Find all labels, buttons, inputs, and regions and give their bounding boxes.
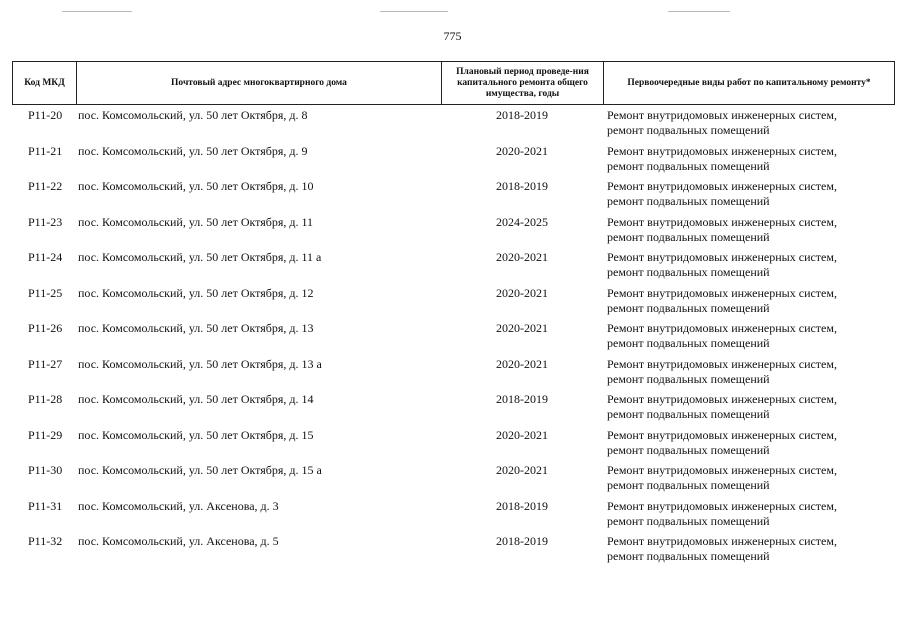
- table-row: [12, 428, 895, 462]
- header-address: Почтовый адрес многоквартирного дома: [77, 62, 442, 104]
- repair-schedule-table: [12, 61, 895, 563]
- row-address: пос. Комсомольский, ул. 50 лет Октября, д. 10: [78, 179, 314, 193]
- row-code: Р11-24: [28, 250, 63, 264]
- table-row: [12, 321, 895, 355]
- row-period: 2020-2021: [496, 463, 548, 477]
- row-code: Р11-22: [28, 179, 63, 193]
- row-works-line: Ремонт внутридомовых инженерных систем,: [607, 179, 837, 193]
- row-works: [607, 179, 895, 209]
- row-works: [607, 428, 895, 458]
- row-code: Р11-30: [28, 463, 63, 477]
- row-works-line: ремонт подвальных помещений: [607, 407, 770, 421]
- row-code: Р11-28: [28, 392, 63, 406]
- row-works-line: Ремонт внутридомовых инженерных систем,: [607, 250, 837, 264]
- row-works-line: ремонт подвальных помещений: [607, 478, 770, 492]
- row-period: 2018-2019: [496, 108, 548, 122]
- table-row: [12, 179, 895, 213]
- row-works-line: Ремонт внутридомовых инженерных систем,: [607, 143, 837, 158]
- row-works-line: Ремонт внутридомовых инженерных систем,: [607, 463, 837, 477]
- row-works-line: Ремонт внутридомовых инженерных систем,: [607, 214, 837, 229]
- row-works-line: ремонт подвальных помещений: [607, 265, 770, 279]
- header-period: Плановый период проведе-ния капитального ремонта общего имущества, годы: [442, 62, 604, 104]
- row-period: 2020-2021: [496, 285, 548, 300]
- row-works: [607, 534, 895, 564]
- row-period: 2018-2019: [496, 392, 548, 406]
- row-works-line: ремонт подвальных помещений: [607, 549, 770, 563]
- row-period: 2018-2019: [496, 179, 548, 193]
- row-works: [607, 357, 895, 387]
- row-address: пос. Комсомольский, ул. 50 лет Октября, д. 13 а: [78, 356, 322, 371]
- row-works-line: Ремонт внутридомовых инженерных систем,: [607, 427, 837, 442]
- row-works-line: ремонт подвальных помещений: [607, 513, 770, 528]
- row-period: 2020-2021: [496, 321, 548, 335]
- table-row: [12, 534, 895, 568]
- row-address: пос. Комсомольский, ул. 50 лет Октября, д. 13: [78, 321, 314, 335]
- row-works-line: ремонт подвальных помещений: [607, 300, 770, 315]
- header-works: Первоочередные виды работ по капитальному ремонту*: [627, 77, 871, 88]
- row-works: [607, 392, 895, 422]
- row-code: Р11-32: [28, 534, 63, 548]
- row-works: [607, 286, 895, 316]
- row-address: пос. Комсомольский, ул. 50 лет Октября, д. 8: [78, 108, 308, 122]
- row-works-line: Ремонт внутридомовых инженерных систем,: [607, 392, 837, 406]
- table-row: [12, 392, 895, 426]
- row-code: Р11-23: [28, 214, 63, 229]
- table-row: [12, 499, 895, 533]
- table-header: [12, 61, 895, 105]
- table-row: [12, 463, 895, 497]
- row-address: пос. Комсомольский, ул. Аксенова, д. 3: [78, 498, 279, 513]
- row-works-line: ремонт подвальных помещений: [607, 194, 770, 208]
- row-address: пос. Комсомольский, ул. 50 лет Октября, д. 9: [78, 143, 308, 158]
- scan-artifact-left: [62, 11, 132, 12]
- row-period: 2018-2019: [496, 498, 548, 513]
- row-address: пос. Комсомольский, ул. Аксенова, д. 5: [78, 534, 279, 548]
- row-code: Р11-21: [28, 143, 63, 158]
- table-row: [12, 144, 895, 178]
- row-works-line: ремонт подвальных помещений: [607, 158, 770, 173]
- table-row: [12, 250, 895, 284]
- row-works-line: Ремонт внутридомовых инженерных систем,: [607, 498, 837, 513]
- row-code: Р11-27: [28, 356, 63, 371]
- row-works-line: ремонт подвальных помещений: [607, 371, 770, 386]
- page-number: 775: [443, 29, 462, 43]
- row-code: Р11-26: [28, 321, 63, 335]
- row-address: пос. Комсомольский, ул. 50 лет Октября, д. 12: [78, 285, 314, 300]
- row-period: 2018-2019: [496, 534, 548, 548]
- table-row: [12, 108, 895, 142]
- row-code: Р11-31: [28, 498, 63, 513]
- row-address: пос. Комсомольский, ул. 50 лет Октября, д. 15 а: [78, 463, 322, 477]
- row-address: пос. Комсомольский, ул. 50 лет Октября, д. 11: [78, 214, 314, 229]
- row-works-line: ремонт подвальных помещений: [607, 336, 770, 350]
- row-works-line: Ремонт внутридомовых инженерных систем,: [607, 356, 837, 371]
- row-address: пос. Комсомольский, ул. 50 лет Октября, д. 14: [78, 392, 314, 406]
- row-works: [607, 463, 895, 493]
- row-works-line: ремонт подвальных помещений: [607, 229, 770, 244]
- header-code: Код МКД: [13, 62, 77, 104]
- row-works-line: Ремонт внутридомовых инженерных систем,: [607, 321, 837, 335]
- table-row: [12, 286, 895, 320]
- row-code: Р11-25: [28, 285, 63, 300]
- row-works: [607, 215, 895, 245]
- row-address: пос. Комсомольский, ул. 50 лет Октября, д. 11 а: [78, 250, 322, 264]
- row-code: Р11-29: [28, 427, 63, 442]
- scan-artifact-right: [668, 11, 730, 12]
- row-period: 2020-2021: [496, 250, 548, 264]
- table-row: [12, 357, 895, 391]
- row-works: [607, 108, 895, 138]
- scan-artifact-center: [380, 11, 448, 12]
- row-works: [607, 250, 895, 280]
- row-period: 2020-2021: [496, 143, 548, 158]
- row-period: 2024-2025: [496, 214, 548, 229]
- row-works-line: ремонт подвальных помещений: [607, 123, 770, 137]
- row-period: 2020-2021: [496, 356, 548, 371]
- row-works-line: Ремонт внутридомовых инженерных систем,: [607, 534, 837, 548]
- row-works-line: Ремонт внутридомовых инженерных систем,: [607, 108, 837, 122]
- row-works: [607, 144, 895, 174]
- row-works-line: Ремонт внутридомовых инженерных систем,: [607, 285, 837, 300]
- row-address: пос. Комсомольский, ул. 50 лет Октября, д. 15: [78, 427, 314, 442]
- row-works-line: ремонт подвальных помещений: [607, 442, 770, 457]
- row-code: Р11-20: [28, 108, 63, 122]
- row-works: [607, 499, 895, 529]
- row-period: 2020-2021: [496, 427, 548, 442]
- table-row: [12, 215, 895, 249]
- row-works: [607, 321, 895, 351]
